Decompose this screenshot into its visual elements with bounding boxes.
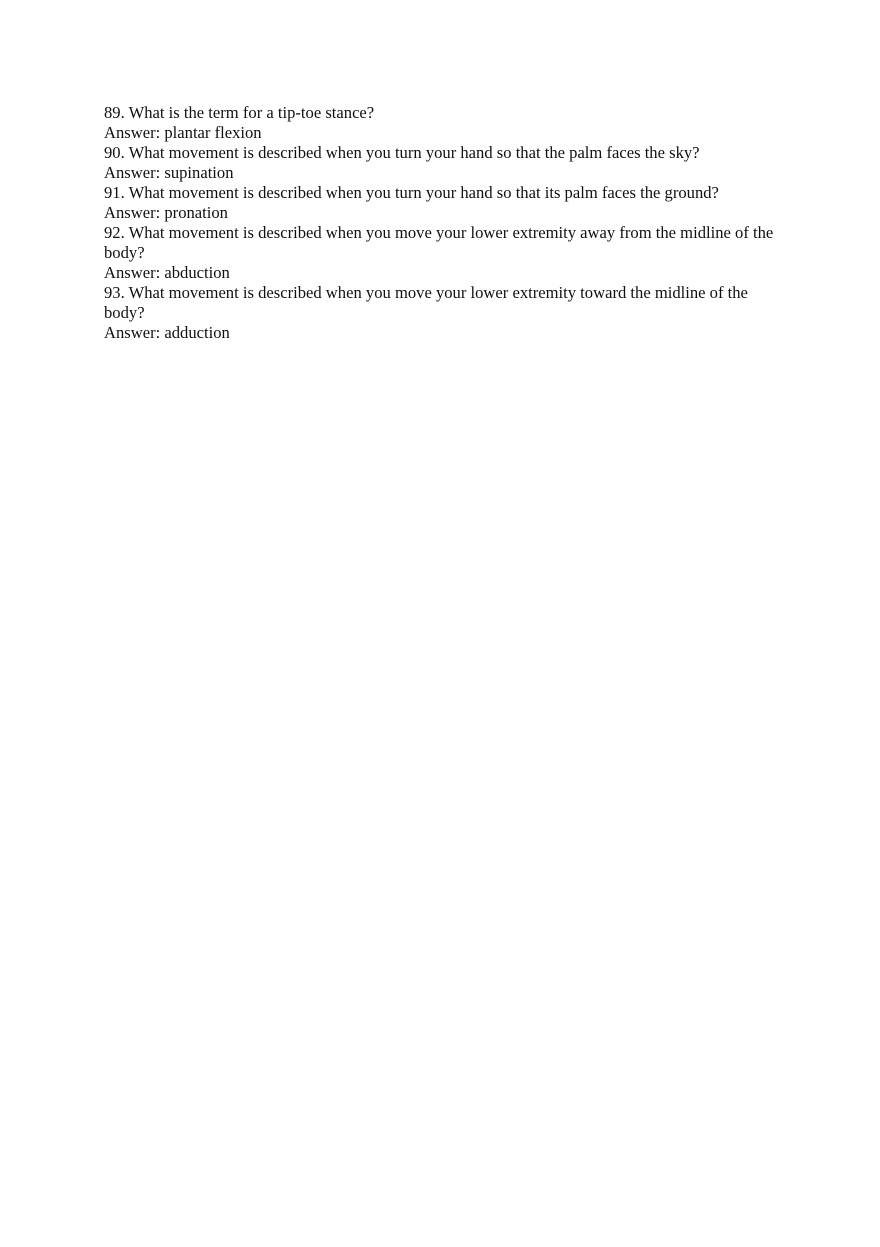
- qa-item: [104, 103, 784, 143]
- answer-text: Answer: plantar flexion: [104, 123, 262, 142]
- question-text: 90. What movement is described when you turn your hand so that the palm faces the sky?: [104, 143, 700, 162]
- answer-text: Answer: adduction: [104, 323, 230, 342]
- question-text: 92. What movement is described when you move your lower extremity away from the midline of the body?: [104, 223, 774, 262]
- qa-item: [104, 283, 784, 343]
- answer-text: Answer: abduction: [104, 263, 230, 282]
- question-text: 91. What movement is described when you turn your hand so that its palm faces the ground?: [104, 183, 719, 202]
- qa-item: [104, 183, 784, 223]
- answer-text: Answer: supination: [104, 163, 234, 182]
- qa-list: [104, 103, 784, 343]
- qa-item: [104, 143, 784, 183]
- qa-item: [104, 223, 784, 283]
- answer-text: Answer: pronation: [104, 203, 228, 222]
- question-text: 93. What movement is described when you move your lower extremity toward the midline of the body?: [104, 283, 748, 322]
- question-text: 89. What is the term for a tip-toe stance?: [104, 103, 375, 122]
